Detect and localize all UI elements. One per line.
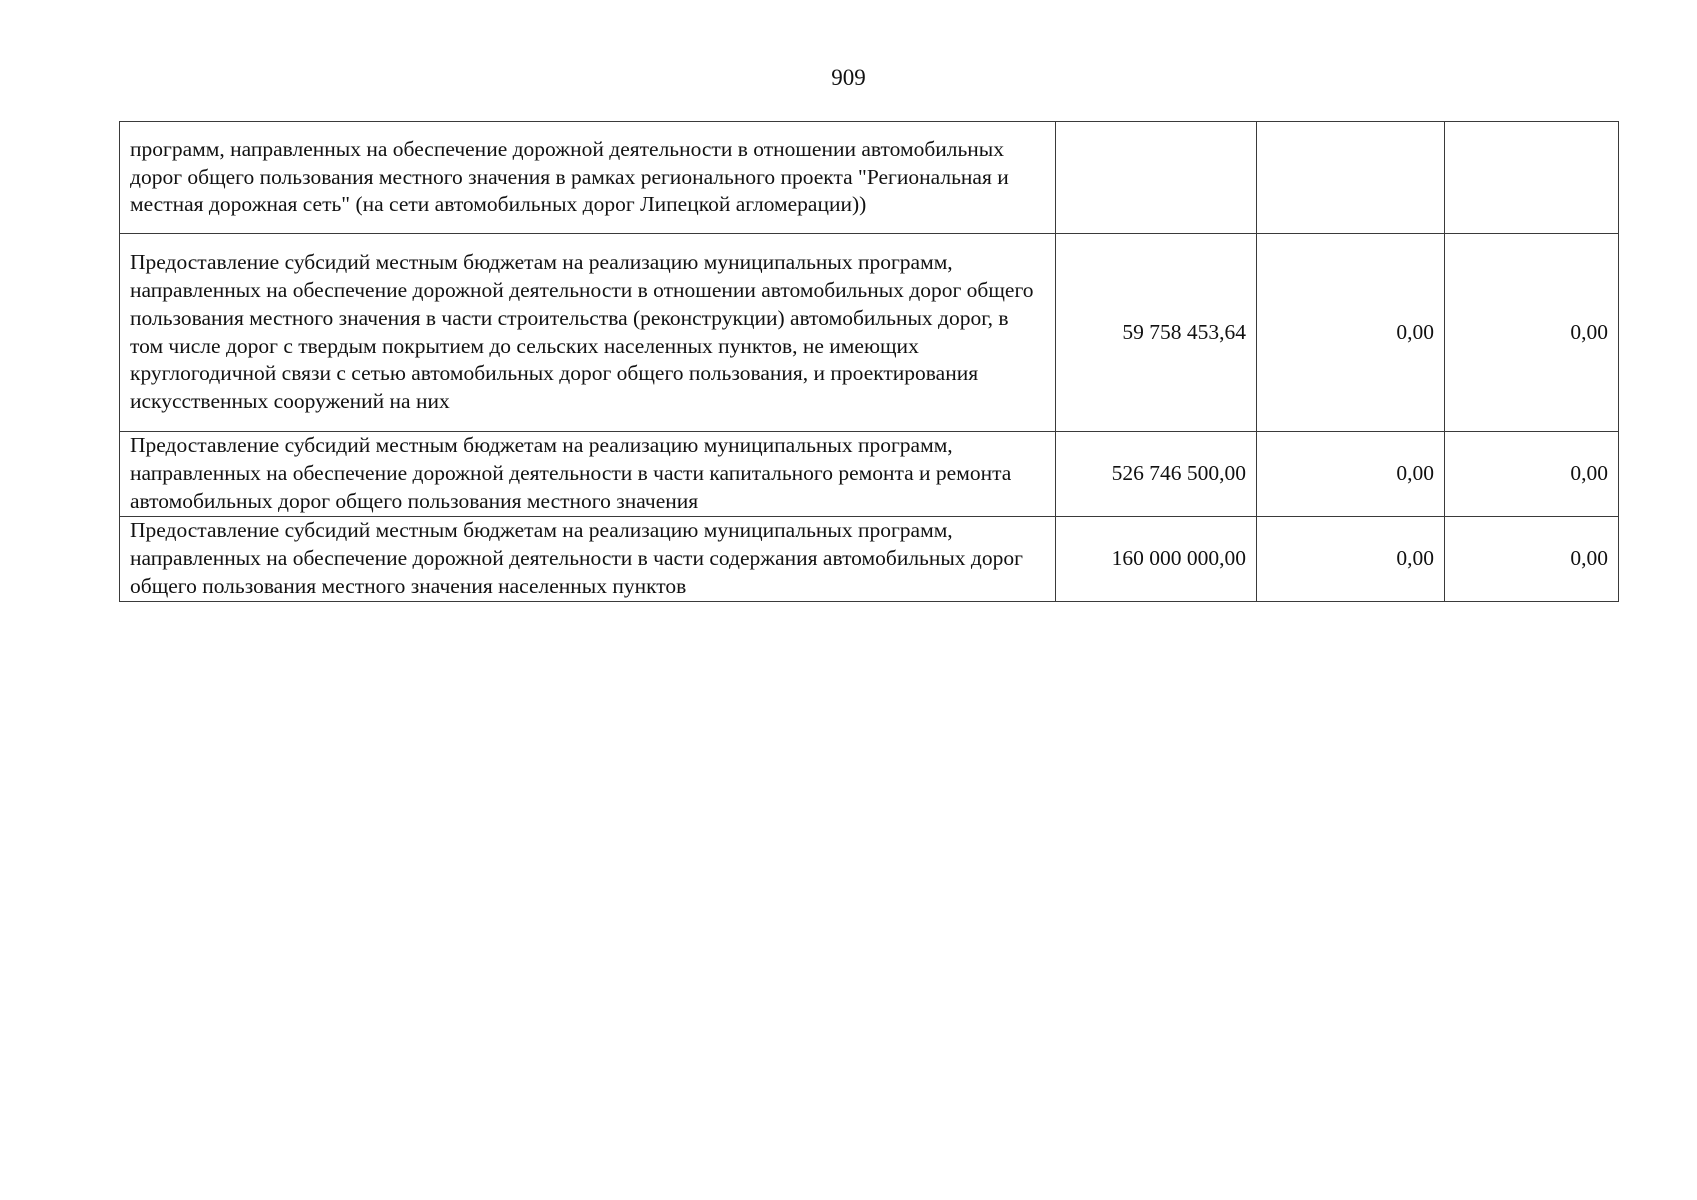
row-value-1: 160 000 000,00 [1056, 517, 1257, 602]
page-number: 909 [831, 65, 866, 90]
row-description: Предоставление субсидий местным бюджетам на реализацию муниципальных программ, направленных на обеспечение дорожной деятельности в части капитального ремонта и ремонта автомобильных дорог общего пользования местного значения [120, 432, 1056, 517]
row-value-1: 59 758 453,64 [1056, 234, 1257, 432]
row-description: Предоставление субсидий местным бюджетам на реализацию муниципальных программ, направленных на обеспечение дорожной деятельности в части содержания автомобильных дорог общего пользования местного значения населенных пунктов [120, 517, 1056, 602]
table-row [120, 234, 1619, 432]
row-value-1 [1056, 122, 1257, 234]
row-value-3: 0,00 [1445, 234, 1619, 432]
row-value-2: 0,00 [1257, 517, 1445, 602]
budget-table [119, 121, 1619, 602]
table-row [120, 432, 1619, 517]
row-value-3: 0,00 [1445, 517, 1619, 602]
row-value-2 [1257, 122, 1445, 234]
table-row [120, 122, 1619, 234]
row-description: программ, направленных на обеспечение дорожной деятельности в отношении автомобильных дорог общего пользования местного значения в рамках регионального проекта "Региональная и местная дорожная сеть" (на сети автомобильных дорог Липецкой агломерации)) [120, 122, 1056, 234]
row-value-3 [1445, 122, 1619, 234]
row-description: Предоставление субсидий местным бюджетам на реализацию муниципальных программ, направленных на обеспечение дорожной деятельности в отношении автомобильных дорог общего пользования местного значения в части строительства (реконструкции) автомобильных дорог, в том числе дорог с твердым покрытием до сельских населенных пунктов, не имеющих круглогодичной связи с сетью автомобильных дорог общего пользования, и проектирования искусственных сооружений на них [120, 234, 1056, 432]
row-value-2: 0,00 [1257, 234, 1445, 432]
row-value-1: 526 746 500,00 [1056, 432, 1257, 517]
table-row [120, 517, 1619, 602]
row-value-2: 0,00 [1257, 432, 1445, 517]
row-value-3: 0,00 [1445, 432, 1619, 517]
